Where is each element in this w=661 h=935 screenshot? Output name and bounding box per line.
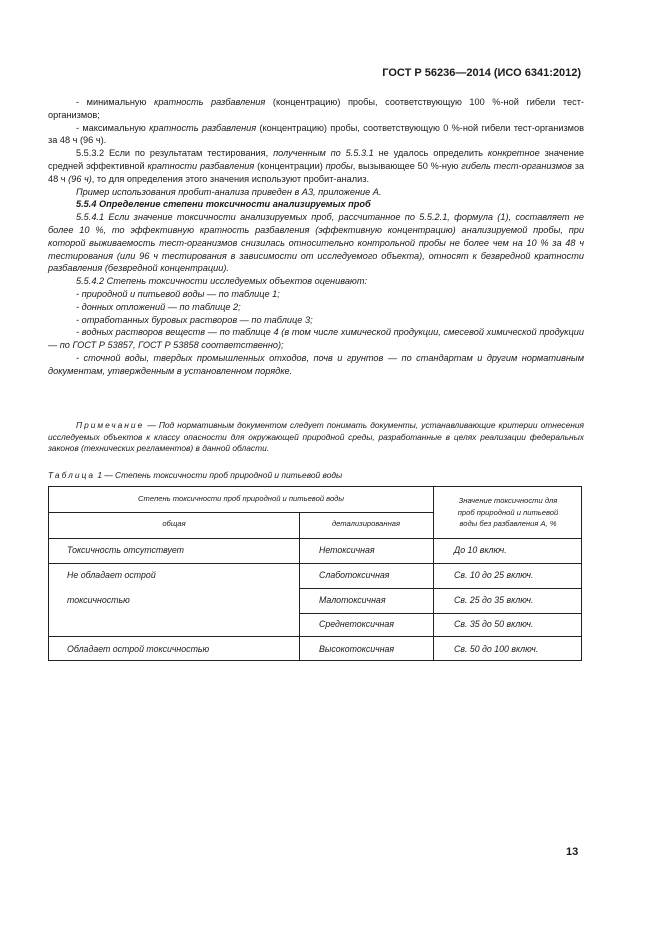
table-head-value: Значение токсичности для проб природной и питьевой воды без разбавления А, % — [457, 496, 559, 528]
page-number: 13 — [566, 846, 579, 858]
note — [48, 420, 584, 455]
table-cell-detail: Среднетоксичная — [319, 619, 394, 629]
table-cell-value: Св. 35 до 50 включ. — [454, 619, 534, 629]
paragraph-5-5-3-2: 5.5.3.2 Если по результатам тестирования, полученным по 5.5.3.1 не удалось определить конкретное значение средней эффективной кратности разбавления (концентрации) пробы, вызывающее 50 %-ную гибель тест-организмов за 48 ч (96 ч), то для определения этого значения используют пробит-анализ. — [48, 148, 585, 184]
table-cell-value: До 10 включ. — [454, 545, 507, 555]
list-item: - водных растворов веществ — по таблице 4 (в том числе химической продукции, смесевой химической продукции — по ГОСТ Р 53857, ГОСТ Р 53858 соответственно); — [48, 327, 584, 351]
note-label: Примечание — [76, 420, 145, 430]
table-head-general: общая — [162, 519, 186, 528]
section-heading-5-5-4: 5.5.4 Определение степени токсичности анализируемых проб — [76, 199, 371, 210]
table-cell-value: Св. 10 до 25 включ. — [454, 570, 534, 580]
toxicity-table — [48, 486, 582, 661]
paragraph-min-dilution: - минимальную кратность разбавления (концентрацию) пробы, соответствующую 100 %-ной гибели тест-организмов; — [48, 97, 584, 120]
paragraph-5-5-4-2: 5.5.4.2 Степень токсичности исследуемых объектов оценивают: — [76, 276, 368, 287]
table-cell-general: Обладает острой токсичностью — [67, 644, 210, 654]
table-cell-general: Не обладает острой — [67, 570, 156, 580]
list-item: - сточной воды, твердых промышленных отходов, почв и грунтов — по стандартам и другим нормативным документам, утвержденным в установленном порядке. — [48, 352, 584, 376]
table-head-detail: детализированная — [331, 519, 401, 528]
table-caption: Таблица 1 — Степень токсичности проб природной и питьевой воды — [48, 470, 343, 480]
list-item: - природной и питьевой воды — по таблице 1; — [76, 288, 280, 299]
list-item: - донных отложений — по таблице 2; — [76, 301, 241, 312]
paragraph-5-5-4-1: 5.5.4.1 Если значение токсичности анализируемых проб, рассчитанное по 5.5.2.1, формула (1), составляет не более 10 %, то эффективную кратность разбавления (эффективную концентрацию) анализируемой пробы, при которой выживаемость тест-организмов снизилась относительно контрольной пробы не более чем на 10 % за 48 ч тестирования (или 96 ч тестирования в зависимости от исследуемого объекта), относят к безвредной кратности разбавления (безвредной концентрации). — [48, 212, 584, 274]
table-cell-general: токсичностью — [67, 595, 130, 605]
list-item: - отработанных буровых растворов — по таблице 3; — [76, 314, 313, 325]
body-text — [48, 96, 584, 378]
table-cell-value: Св. 25 до 35 включ. — [454, 595, 534, 605]
note-text: — Под нормативным документом следует понимать документы, устанавливающие критерии отнесения исследуемых объектов к классу опасности для окружающей природной среды, разработанные в целях реализации федеральных законов (технических регламентов) в данной области. — [48, 420, 584, 454]
table-cell-detail: Нетоксичная — [319, 545, 375, 555]
document-header: ГОСТ Р 56236—2014 (ИСО 6341:2012) — [382, 67, 581, 79]
table-cell-value: Св. 50 до 100 включ. — [454, 644, 539, 654]
paragraph-max-dilution: - максимальную кратность разбавления (концентрацию) пробы, соответствующую 0 %-ной гибели тест-организмов за 48 ч (96 ч). — [48, 122, 584, 146]
table-head-group: Степень токсичности проб природной и питьевой воды — [138, 494, 344, 503]
table-cell-detail: Малотоксичная — [319, 595, 386, 605]
table-cell-general: Токсичность отсутствует — [67, 545, 184, 555]
paragraph-example: Пример использования пробит-анализа приведен в А3, приложение А. — [76, 186, 382, 197]
table-cell-detail: Слаботоксичная — [319, 570, 390, 580]
table-cell-detail: Высокотоксичная — [319, 644, 395, 654]
